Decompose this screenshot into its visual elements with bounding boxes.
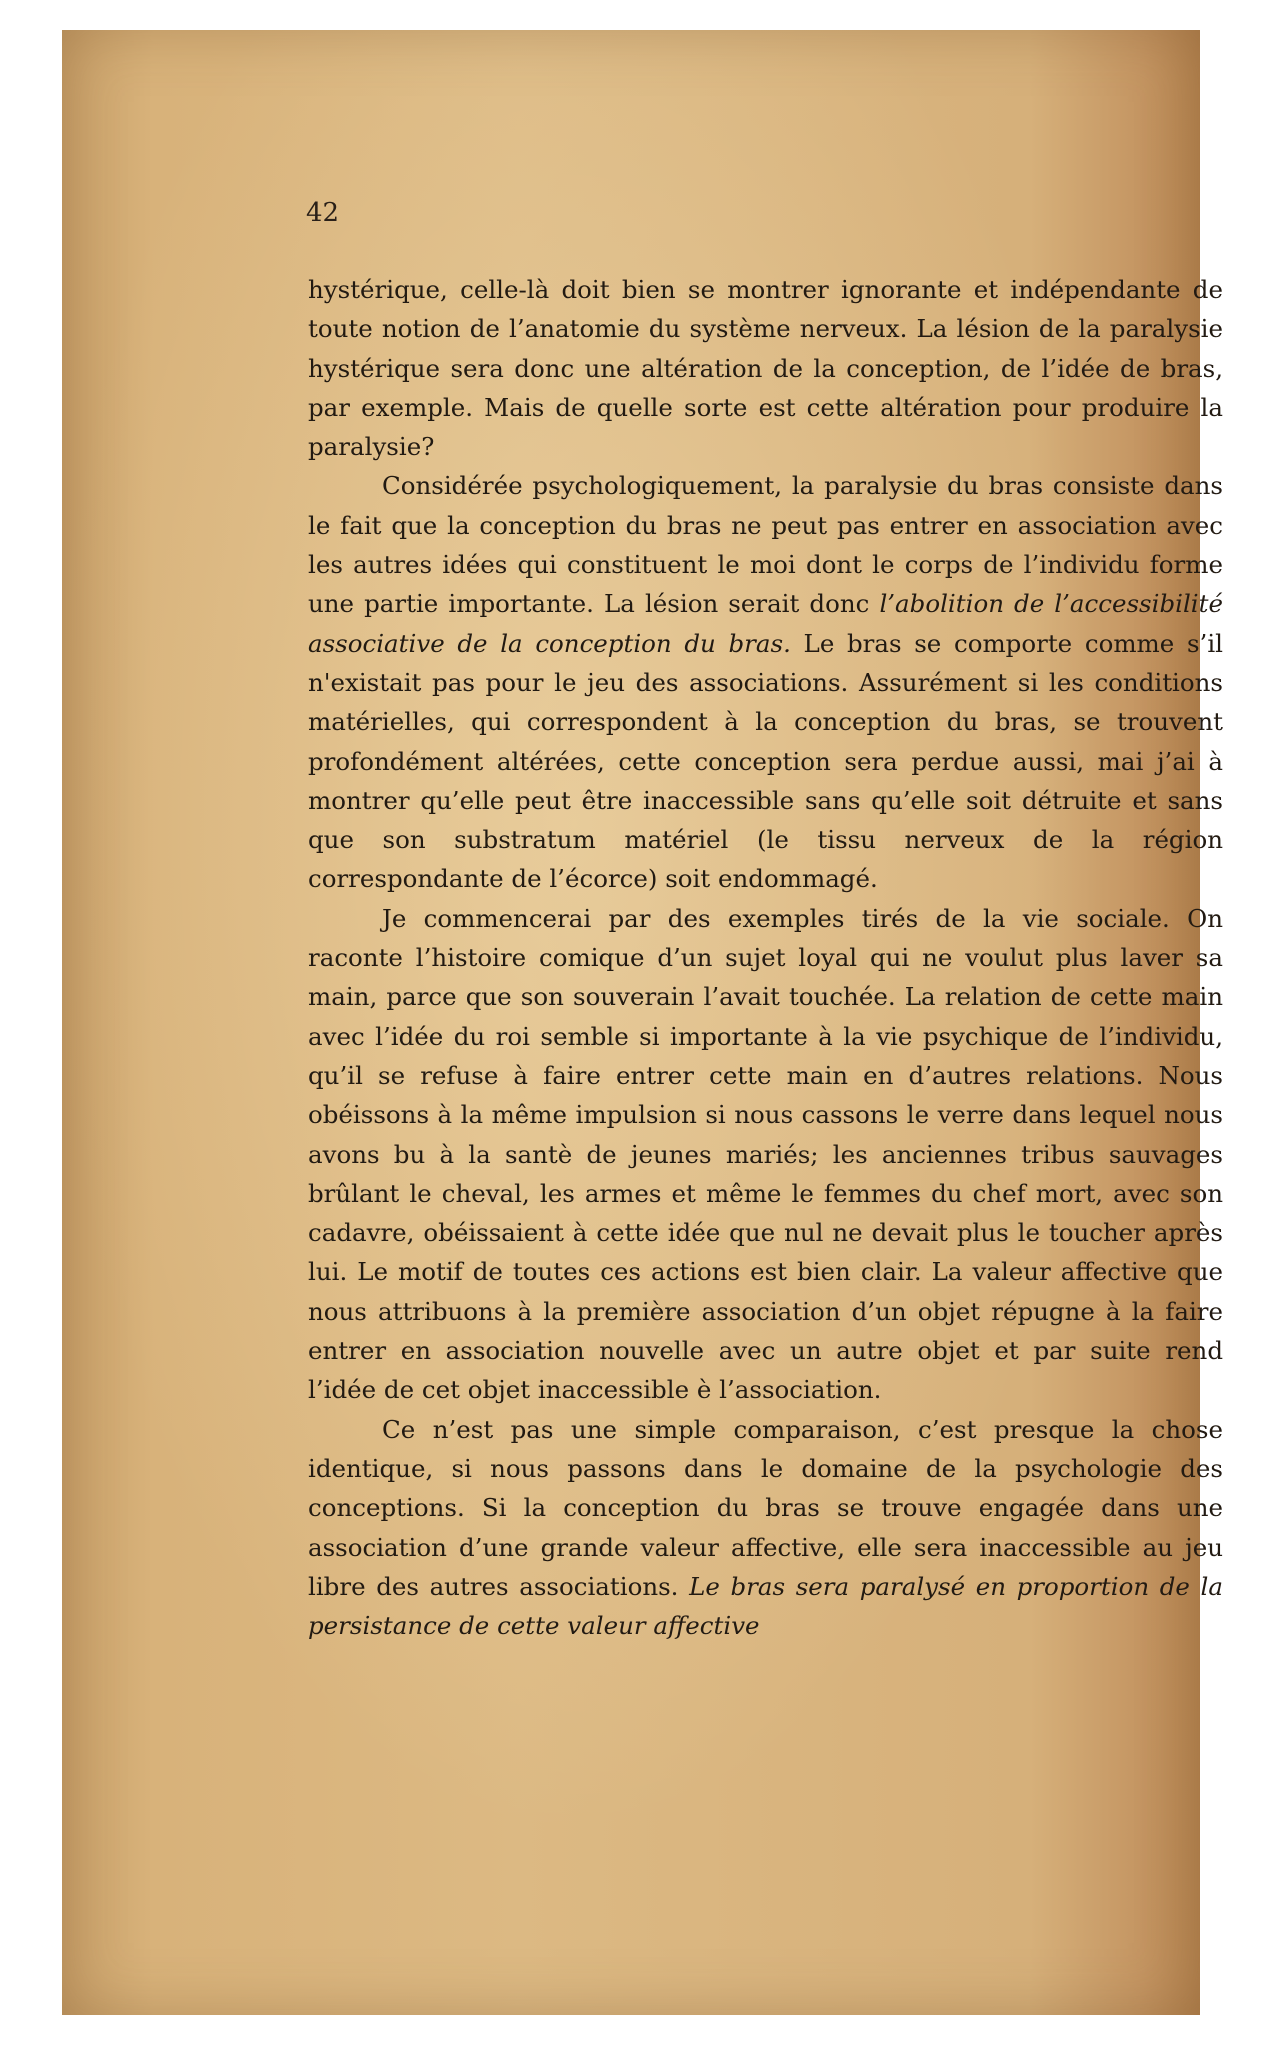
- page-number: 42: [306, 198, 340, 228]
- paragraph-3-text: Je commencerai par des exemples tirés de la vie sociale. On raconte l’histoire comique d’un sujet loyal qui ne voulut plus laver sa main, parce que son souverain l’avait touchée. La relation de cette main avec l’idée du roi semble si importante à la vie psychique de l’individu, qu’il se refuse à faire entrer cette main en d’autres relations. Nous obéissons à la même impulsion si nous cassons le verre dans lequel nous avons bu à la santè de jeunes mariés; les anciennes tribus sauvages brûlant le cheval, les armes et même le femmes du chef mort, avec son cadavre, obéissaient à cette idée que nul ne devait plus le toucher après lui. Le motif de toutes ces actions est bien clair. La valeur affective que nous attribuons à la première association d’un objet répugne à la faire entrer en association nouvelle avec un autre objet et par suite rend l’idée de cet objet inaccessible è l’association.: [308, 903, 1223, 1405]
- paragraph-3: [308, 899, 1223, 1410]
- paragraph-2-text-end: Le bras se comporte comme s’il n'existait pas pour le jeu des associations. Assurément si les conditions matérielles, qui correspondent à la conception du bras, se trouvent profondément altérées, cette conception sera perdue aussi, mai j’ai à montrer qu’elle peut être inaccessible sans qu’elle soit détruite et sans que son substratum matériel (le tissu nerveux de la région correspondante de l’écorce) soit endommagé.: [308, 628, 1223, 894]
- paragraph-4-text-start: Ce n’est pas une simple comparaison, c’est presque la chose identique, si nous passons dans le domaine de la psychologie des conceptions. Si la conception du bras se trouve engagée dans une association d’une grande valeur affective, elle sera inaccessible au jeu libre des autres associations.: [308, 1414, 1223, 1601]
- paragraph-2-italic-phrase: l’abolition de l’accessibilité associative de la conception du bras.: [308, 589, 1223, 658]
- paragraph-2-text-start: Considérée psychologiquement, la paralysie du bras consiste dans le fait que la conception du bras ne peut pas entrer en association avec les autres idées qui constituent le moi dont le corps de l’individu forme une partie importante. La lésion serait donc: [308, 471, 1223, 619]
- paragraph-4-italic-phrase: Le bras sera paralysé en proportion de la persistance de cette valeur affective: [308, 1571, 1223, 1641]
- paragraph-1: [308, 270, 1223, 466]
- paragraph-1-text: hystérique, celle-là doit bien se montrer ignorante et indépendante de toute notion de l’anatomie du système nerveux. La lésion de la paralysie hystérique sera donc une altération de la conception, de l’idée de bras, par exemple. Mais de quelle sorte est cette altération pour produire la paralysie?: [308, 275, 1223, 462]
- paragraph-4: [308, 1410, 1223, 1646]
- body-text: [308, 270, 1223, 1645]
- book-page: [62, 30, 1223, 2015]
- paragraph-2: [308, 466, 1223, 898]
